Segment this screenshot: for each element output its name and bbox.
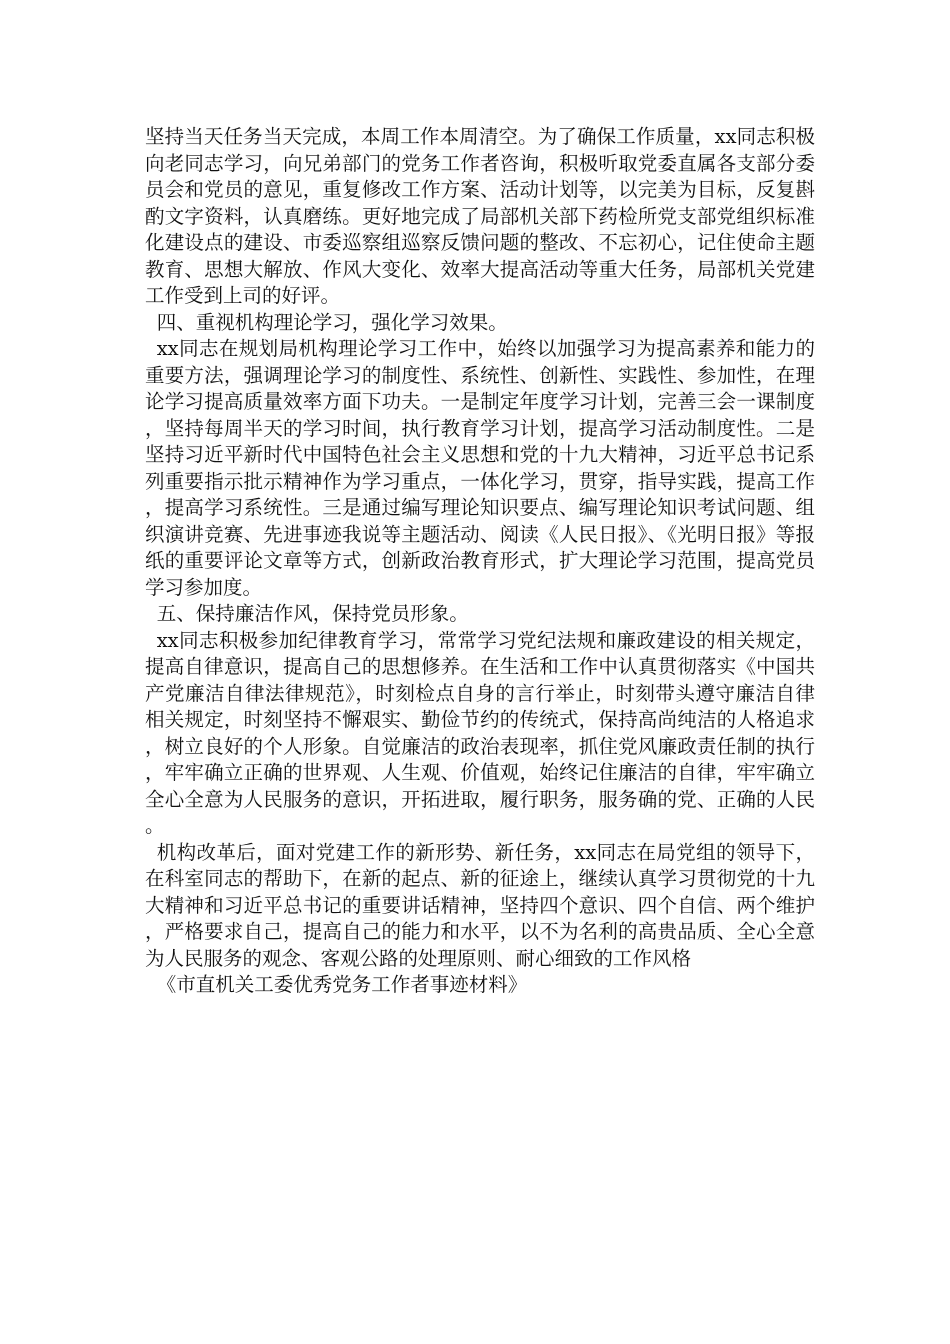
paragraph-work-quality: 坚持当天任务当天完成，本周工作本周清空。为了确保工作质量，xx同志积极向老同志学习，向兄弟部门的党务工作者咨询，积极听取党委直属各支部分委员会和党员的意见，重复修改工作方案、活动计划等，以完美为目标，反复斟酌文字资料，认真磨练。更好地完成了局部机关部下药检所党支部党组织标准化建设点的建设、市委巡察组巡察反馈问题的整改、不忘初心，记住使命主题教育、思想大解放、作风大变化、效率大提高活动等重大任务，局部机关党建工作受到上司的好评。 (145, 125, 815, 307)
section-heading-theory-study: 四、重视机构理论学习，强化学习效果。 (156, 310, 508, 334)
paragraph-integrity: xx同志积极参加纪律教育学习，常常学习党纪法规和廉政建设的相关规定，提高自律意识，提高自己的思想修养。在生活和工作中认真贯彻落实《中国共产党廉洁自律法律规范》，时刻检点自身的言行举止，时刻带头遵守廉洁自律相关规定，时刻坚持不懈艰实、勤俭节约的传统式，保持高尚纯洁的人格追求，树立良好的个人形象。自觉廉洁的政治表现率，抓住党风廉政责任制的执行，牢牢确立正确的世界观、人生观、价值观，始终记住廉洁的自律，牢牢确立全心全意为人民服务的意识，开拓进取，履行职务，服务确的党、正确的人民。 (145, 628, 815, 837)
paragraph-after-reform: 机构改革后，面对党建工作的新形势、新任务，xx同志在局党组的领导下，在科室同志的帮助下，在新的起点、新的征途上，继续认真学习贯彻党的十九大精神和习近平总书记的重要讲话精神，坚持四个意识、四个自信、两个维护，严格要求自己，提高自己的能力和水平，以不为名利的高贵品质、全心全意为人民服务的观念、客观公路的处理原则、耐心细致的工作风格 (145, 840, 815, 970)
document-page (145, 124, 815, 999)
document-title-reference: 《市直机关工委优秀党务工作者事迹材料》 (156, 973, 528, 996)
paragraph-theory-study: xx同志在规划局机构理论学习工作中，始终以加强学习为提高素养和能力的重要方法，强调理论学习的制度性、系统性、创新性、实践性、参加性，在理论学习提高质量效率方面下功夫。一是制定年度学习计划，完善三会一课制度，坚持每周半天的学习时间，执行教育学习计划，提高学习活动制度性。二是坚持习近平新时代中国特色社会主义思想和党的十九大精神，习近平总书记系列重要指示批示精神作为学习重点，一体化学习，贯穿，指导实践，提高工作，提高学习系统性。三是通过编写理论知识要点、编写理论知识考试问题、组织演讲竞赛、先进事迹我说等主题活动、阅读《人民日报》、《光明日报》等报纸的重要评论文章等方式，创新政治教育形式，扩大理论学习范围，提高党员学习参加度。 (145, 337, 815, 599)
section-heading-integrity: 五、保持廉洁作风，保持党员形象。 (156, 602, 469, 625)
